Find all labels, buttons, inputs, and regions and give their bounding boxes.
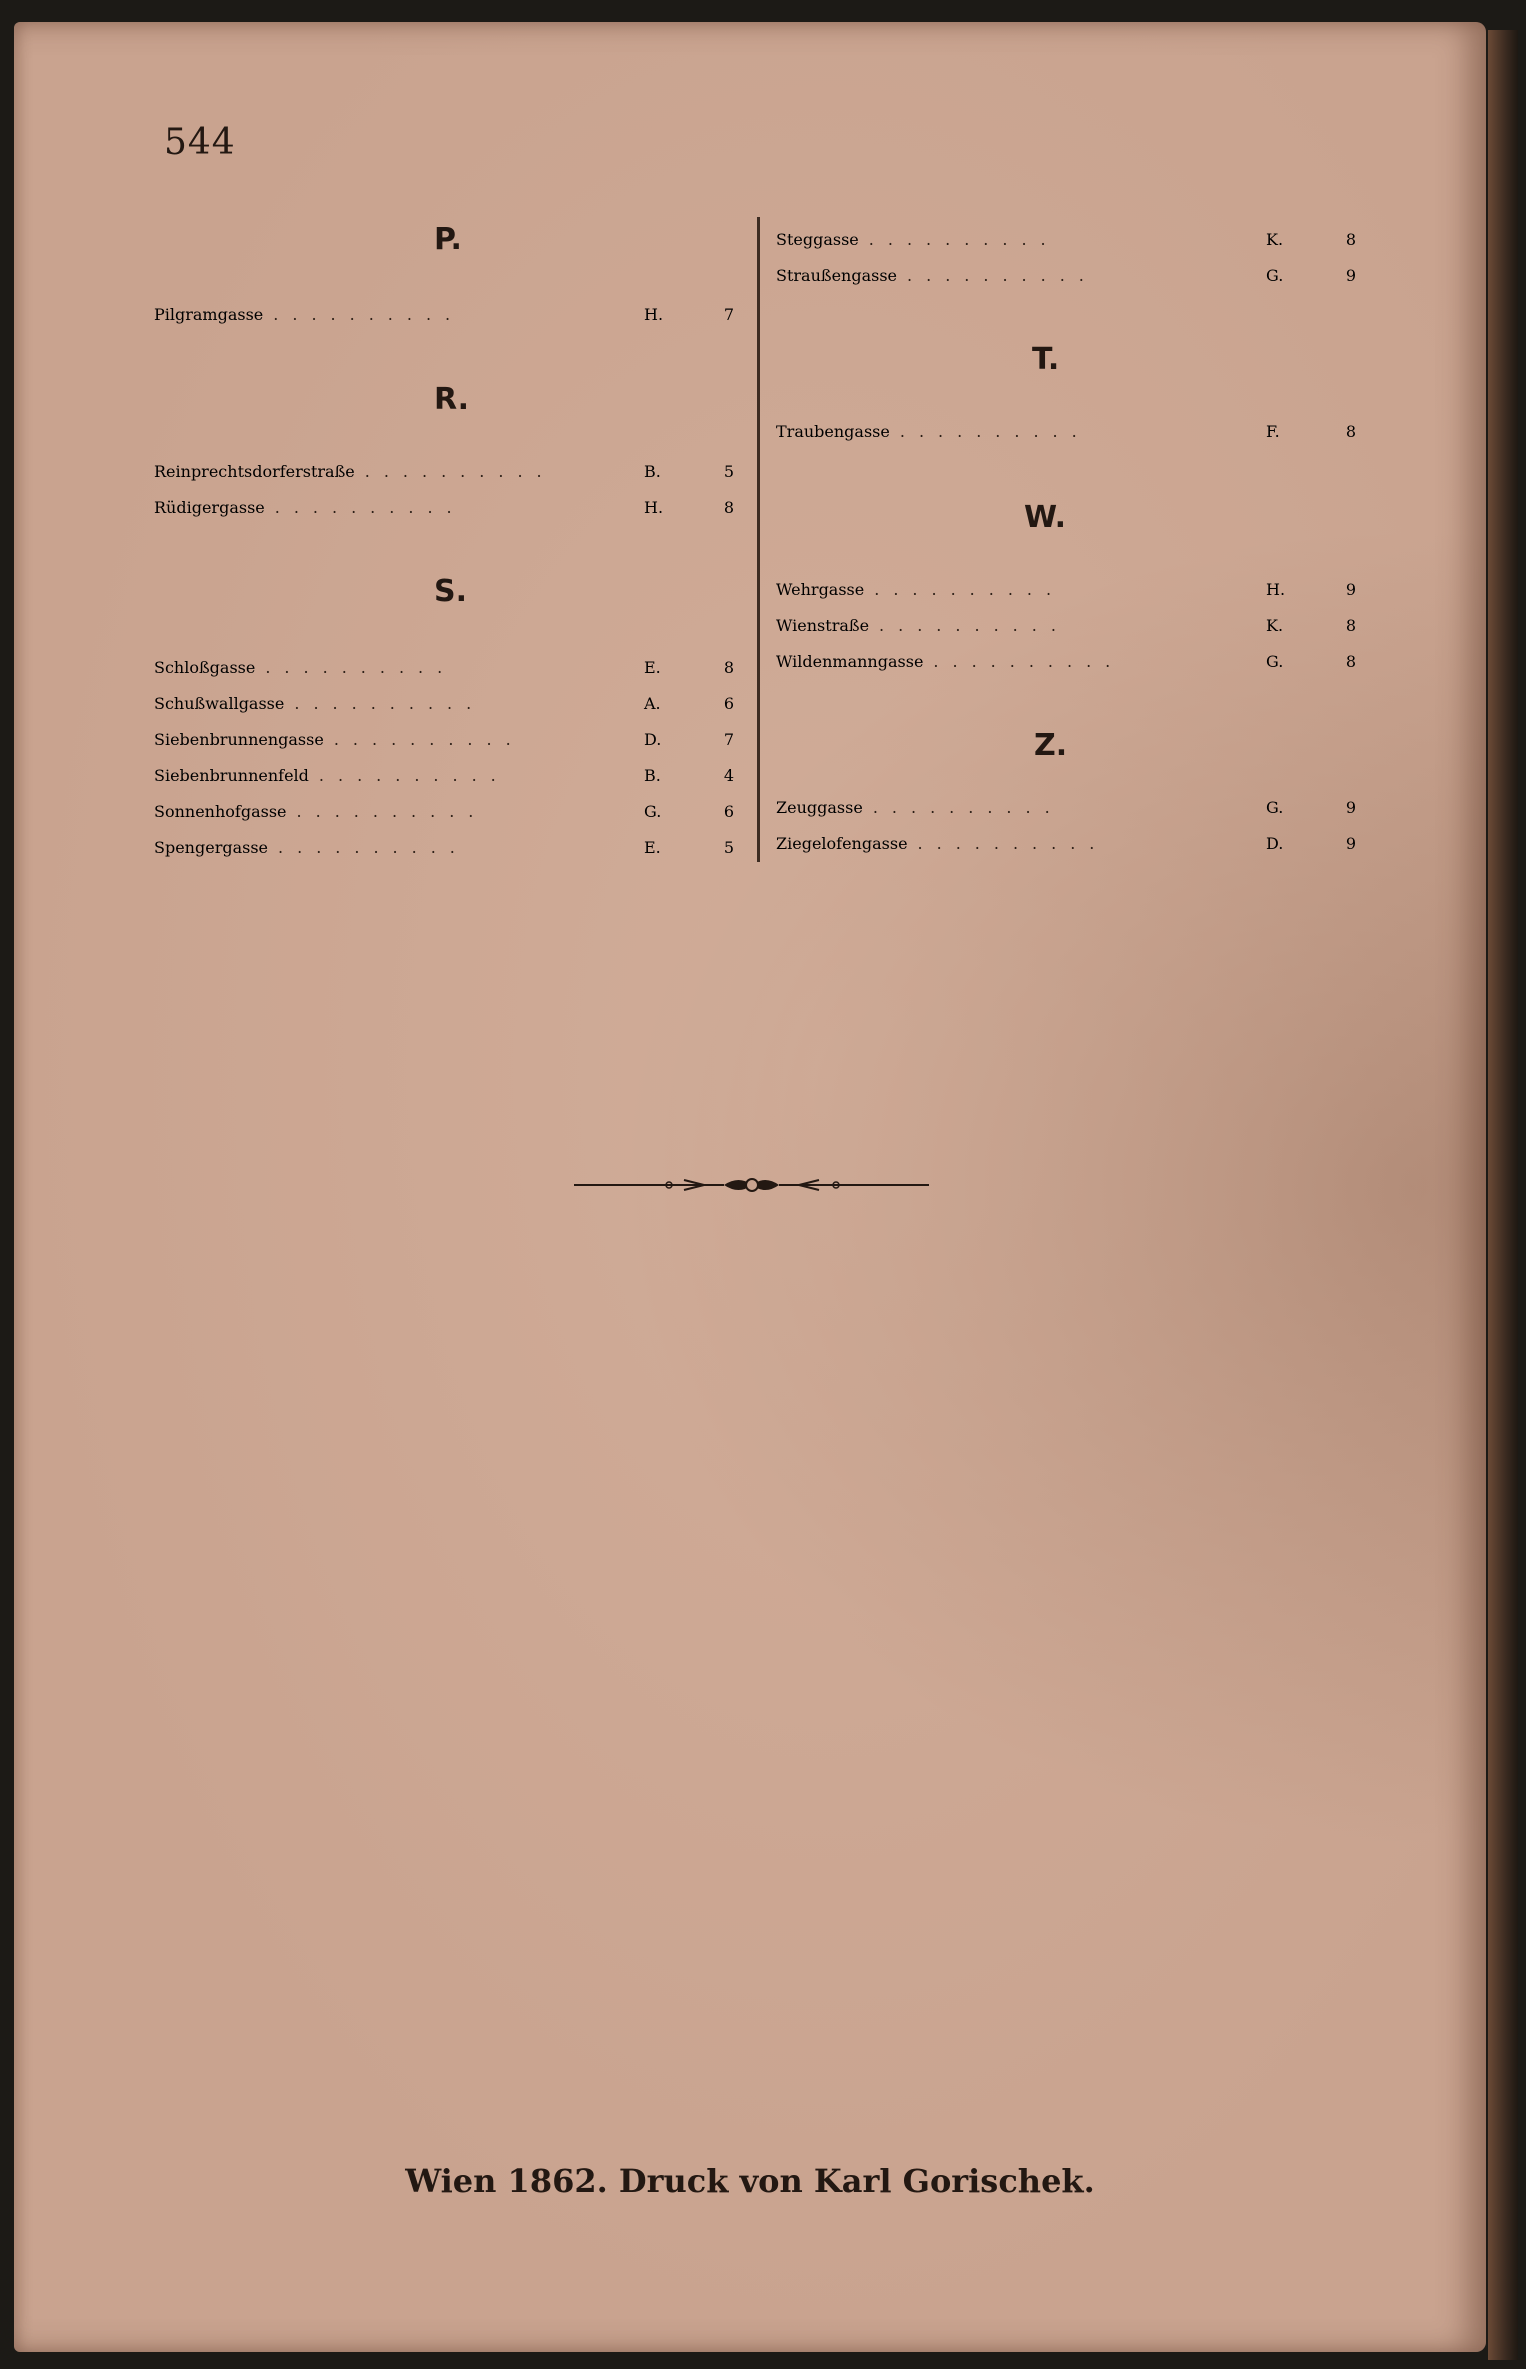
- grid-letter: E.: [644, 658, 661, 677]
- street-name: Reinprechtsdorferstraße: [154, 462, 355, 481]
- index-entry: [154, 454, 734, 490]
- index-entry: [154, 686, 734, 722]
- street-name: Spengergasse: [154, 838, 269, 857]
- grid-letter: H.: [644, 498, 664, 517]
- column-divider: [757, 217, 760, 862]
- grid-number: 9: [1345, 798, 1356, 817]
- street-name: Schloßgasse: [154, 658, 256, 677]
- street-name: Traubengasse: [776, 422, 890, 441]
- index-entry: [154, 830, 734, 866]
- street-name: Wildenmanngasse: [776, 652, 924, 671]
- grid-letter: E.: [644, 838, 661, 857]
- grid-letter: H.: [644, 305, 664, 324]
- section-letter-z: Z.: [1034, 728, 1068, 763]
- leader-dots: ..........: [364, 462, 556, 481]
- grid-letter: G.: [1266, 652, 1284, 671]
- leader-dots: ..........: [294, 694, 486, 713]
- index-entry: [154, 297, 734, 333]
- street-name: Sonnenhofgasse: [154, 802, 287, 821]
- grid-number: 8: [1345, 230, 1356, 249]
- grid-number: 5: [723, 462, 734, 481]
- leader-dots: ..........: [265, 658, 457, 677]
- index-entry: [154, 490, 734, 526]
- grid-number: 7: [723, 730, 734, 749]
- section-letter-s: S.: [434, 574, 468, 609]
- grid-letter: H.: [1266, 580, 1286, 599]
- grid-letter: D.: [1266, 834, 1284, 853]
- page-number: 544: [164, 122, 236, 163]
- grid-number: 5: [723, 838, 734, 857]
- street-name: Zeuggasse: [776, 798, 863, 817]
- index-entry: [776, 222, 1356, 258]
- grid-number: 8: [723, 498, 734, 517]
- leader-dots: ..........: [907, 266, 1098, 285]
- street-name: Wehrgasse: [776, 580, 865, 599]
- index-entry: [776, 790, 1356, 826]
- grid-letter: A.: [644, 694, 661, 713]
- grid-number: 8: [723, 658, 734, 677]
- index-entry: [776, 414, 1356, 450]
- grid-number: 4: [723, 766, 734, 785]
- leader-dots: ..........: [296, 802, 488, 821]
- section-letter-w: W.: [1024, 500, 1067, 535]
- grid-letter: F.: [1266, 422, 1280, 441]
- section-letter-r: R.: [434, 382, 470, 417]
- grid-letter: K.: [1266, 230, 1284, 249]
- leader-dots: ..........: [278, 838, 469, 857]
- leader-dots: ..........: [879, 616, 1070, 635]
- leader-dots: ..........: [868, 230, 1060, 249]
- street-name: Rüdigergasse: [154, 498, 265, 517]
- street-name: Siebenbrunnengasse: [154, 730, 324, 749]
- book-spine: [1488, 30, 1518, 2360]
- leader-dots: ..........: [274, 498, 466, 517]
- grid-number: 7: [723, 305, 734, 324]
- leader-dots: ..........: [917, 834, 1109, 853]
- leader-dots: ..........: [872, 798, 1064, 817]
- index-entry: [154, 722, 734, 758]
- grid-letter: K.: [1266, 616, 1284, 635]
- index-entry: [776, 644, 1356, 680]
- grid-number: 6: [723, 694, 734, 713]
- street-name: Steggasse: [776, 230, 859, 249]
- street-name: Schußwallgasse: [154, 694, 285, 713]
- grid-letter: B.: [644, 462, 661, 481]
- index-entry: [776, 572, 1356, 608]
- printer-imprint: Wien 1862. Druck von Karl Gorischek.: [405, 2162, 1095, 2200]
- grid-number: 9: [1345, 834, 1356, 853]
- grid-letter: G.: [1266, 798, 1284, 817]
- index-entry: [154, 794, 734, 830]
- index-entry: [154, 650, 734, 686]
- street-name: Pilgramgasse: [154, 305, 264, 324]
- leader-dots: ..........: [273, 305, 465, 324]
- street-name: Straußengasse: [776, 266, 898, 285]
- leader-dots: ..........: [333, 730, 525, 749]
- grid-number: 8: [1345, 652, 1356, 671]
- street-name: Ziegelofengasse: [776, 834, 908, 853]
- grid-letter: G.: [644, 802, 662, 821]
- grid-number: 9: [1345, 266, 1356, 285]
- leader-dots: ..........: [874, 580, 1066, 599]
- leader-dots: ..........: [933, 652, 1125, 671]
- section-letter-t: T.: [1032, 342, 1060, 377]
- grid-number: 9: [1345, 580, 1356, 599]
- index-entry: [776, 608, 1356, 644]
- leader-dots: ..........: [318, 766, 510, 785]
- book-page: [14, 22, 1486, 2352]
- leader-dots: ..........: [899, 422, 1091, 441]
- grid-letter: B.: [644, 766, 661, 785]
- grid-number: 8: [1345, 616, 1356, 635]
- index-entry: [776, 258, 1356, 294]
- grid-number: 6: [723, 802, 734, 821]
- ornament-divider: [574, 1170, 929, 1200]
- index-entry: [776, 826, 1356, 862]
- section-letter-p: P.: [434, 222, 462, 257]
- street-name: Siebenbrunnenfeld: [154, 766, 309, 785]
- grid-number: 8: [1345, 422, 1356, 441]
- grid-letter: G.: [1266, 266, 1284, 285]
- street-name: Wienstraße: [776, 616, 870, 635]
- grid-letter: D.: [644, 730, 662, 749]
- index-entry: [154, 758, 734, 794]
